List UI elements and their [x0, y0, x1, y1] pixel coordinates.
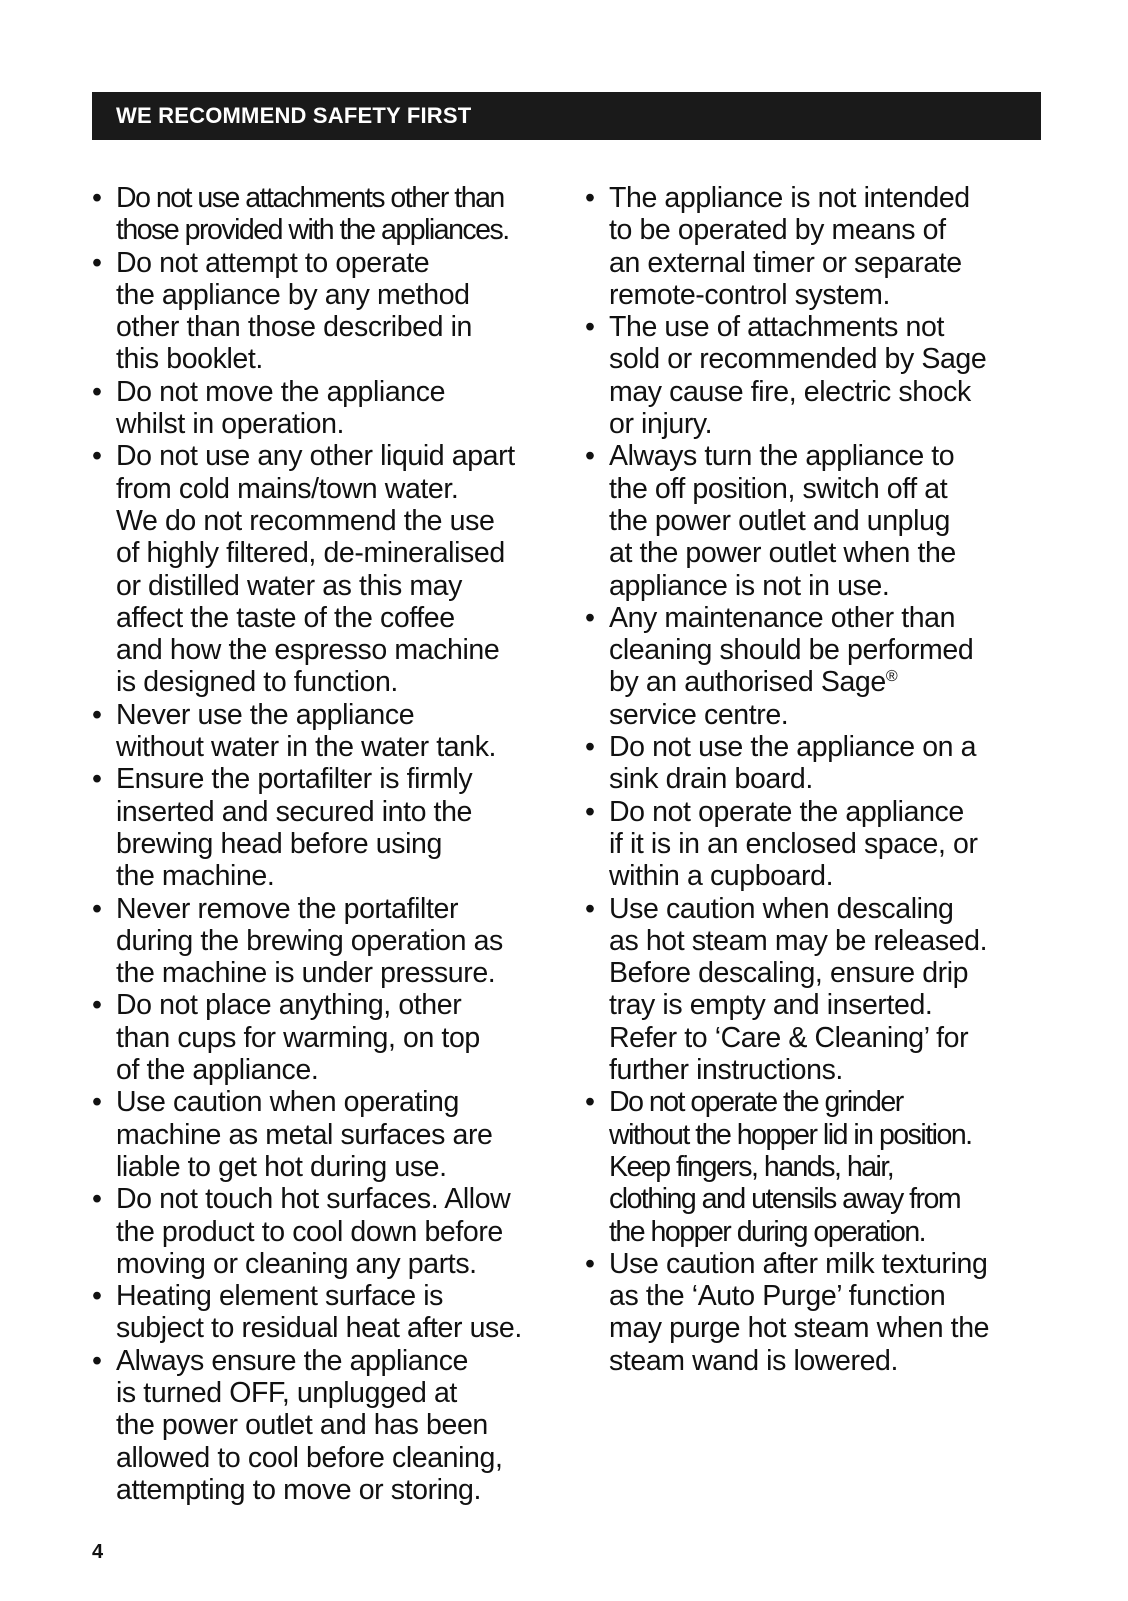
list-item [585, 1248, 1055, 1377]
bullet-icon: • [585, 795, 595, 828]
bullet-icon: • [92, 1086, 102, 1119]
page-number: 4 [92, 1541, 104, 1563]
bullet-icon: • [92, 1280, 102, 1313]
section-header [92, 92, 1041, 140]
list-item [92, 699, 562, 764]
list-item-text: Do not use attachments other than those provided with the appliances. [116, 182, 509, 247]
list-item [92, 182, 562, 247]
bullet-icon: • [585, 440, 595, 473]
list-item-text: The use of attachments not sold or recommended by Sage may cause fire, electric shock or injury. [609, 311, 987, 441]
safety-list-right [585, 182, 1055, 1377]
bullet-icon: • [585, 731, 595, 764]
list-item-text: Do not touch hot surfaces. Allow the product to cool down before moving or cleaning any parts. [116, 1183, 511, 1280]
bullet-icon: • [92, 246, 102, 279]
list-item [92, 247, 562, 376]
list-item [92, 1345, 562, 1506]
list-item [92, 989, 562, 1086]
list-item-text: Never remove the portafilter during the brewing operation as the machine is under pressure. [116, 892, 503, 990]
bullet-icon: • [92, 698, 102, 731]
list-item [585, 311, 1055, 440]
bullet-icon: • [585, 311, 595, 344]
bullet-icon: • [92, 1344, 102, 1377]
section-title: WE RECOMMEND SAFETY FIRST [116, 103, 472, 128]
bullet-icon: • [92, 1183, 102, 1216]
list-item-text: Do not move the appliance whilst in operation. [116, 375, 446, 441]
list-item-text: Do not place anything, other than cups for warming, on top of the appliance. [116, 989, 480, 1087]
list-item [585, 796, 1055, 893]
list-item [92, 1183, 562, 1280]
list-item [585, 182, 1055, 311]
list-item-text: Do not use the appliance on a sink drain board. [609, 731, 977, 796]
list-item-text: Do not operate the grinder without the hopper lid in position. Keep fingers, hands, hair, clothing and utensils away from the hopper during operation. [609, 1086, 972, 1248]
list-item-text: Ensure the portafilter is firmly inserted and secured into the brewing head before using the machine. [116, 763, 473, 893]
safety-list-left [92, 182, 562, 1506]
list-item [585, 893, 1055, 1087]
list-item [585, 731, 1055, 796]
list-item [92, 1280, 562, 1345]
list-item-text [609, 602, 1055, 731]
list-item-text: Do not operate the appliance if it is in an enclosed space, or within a cupboard. [609, 795, 978, 893]
bullet-icon: • [585, 1247, 595, 1280]
list-item [92, 763, 562, 892]
list-item-text: Use caution when descaling as hot steam may be released. Before descaling, ensure drip tray is empty and inserted. Refer to ‘Care & Cleaning’ for further instructions. [609, 892, 988, 1087]
list-item [92, 376, 562, 441]
list-item-text: Do not attempt to operate the appliance by any method other than those described in this booklet. [116, 246, 472, 376]
list-item [92, 440, 562, 698]
list-item [92, 1086, 562, 1183]
list-item-text: Always turn the appliance to the off position, switch off at the power outlet and unplug at the power outlet when the appliance is not in use. [609, 440, 956, 602]
bullet-icon: • [92, 182, 102, 214]
bullet-icon: • [92, 763, 102, 796]
list-item-text: Use caution when operating machine as metal surfaces are liable to get hot during use. [116, 1086, 493, 1183]
registered-mark: ® [885, 668, 898, 686]
list-item-text: Use caution after milk texturing as the ‘Auto Purge’ function may purge hot steam when the steam wand is lowered. [609, 1247, 990, 1377]
list-item-text: Always ensure the appliance is turned OFF, unplugged at the power outlet and has been allowed to cool before cleaning, attempting to move or storing. [116, 1344, 503, 1506]
list-item [92, 893, 562, 990]
bullet-icon: • [92, 989, 102, 1022]
bullet-icon: • [92, 892, 102, 925]
bullet-icon: • [585, 182, 595, 214]
list-item-text-part: Any maintenance other than cleaning should be performed by an authorised Sage [609, 601, 974, 699]
bullet-icon: • [585, 601, 595, 634]
list-item [585, 1086, 1055, 1247]
list-item-text: Never use the appliance without water in the water tank. [116, 698, 497, 764]
bullet-icon: • [92, 375, 102, 408]
bullet-icon: • [585, 892, 595, 925]
bullet-icon: • [92, 440, 102, 473]
list-item-text: The appliance is not intended to be operated by means of an external timer or separate remote-control system. [609, 182, 970, 311]
list-item [585, 602, 1055, 731]
bullet-icon: • [585, 1086, 595, 1119]
list-item [585, 440, 1055, 601]
list-item-text: Do not use any other liquid apart from cold mains/town water. We do not recommend the use of highly filtered, de-mineralised or distilled water as this may affect the taste of the coffee and how the espresso machine is designed to function. [116, 440, 515, 699]
list-item-text-part: service centre. [609, 698, 789, 731]
list-item-text: Heating element surface is subject to residual heat after use. [116, 1280, 522, 1345]
